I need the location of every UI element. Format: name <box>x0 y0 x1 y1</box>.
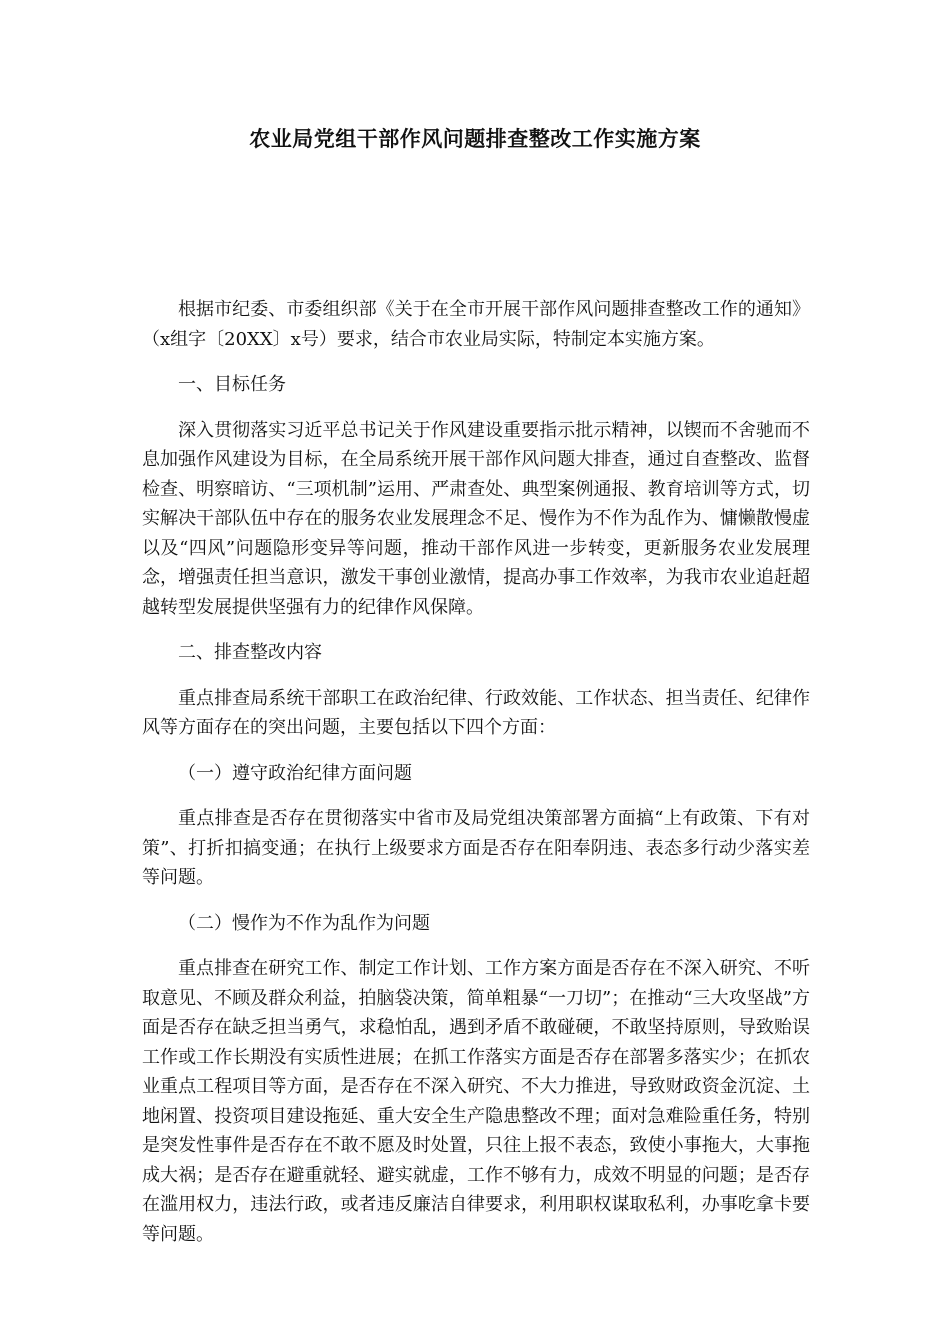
document-title: 农业局党组干部作风问题排查整改工作实施方案 <box>249 126 701 151</box>
subsection-heading-inaction: （二）慢作为不作为乱作为问题 <box>178 912 430 934</box>
subsection-heading-political-discipline: （一）遵守政治纪律方面问题 <box>178 762 412 784</box>
goals-paragraph: 深入贯彻落实习近平总书记关于作风建设重要指示批示精神，以锲而不舍驰而不息加强作风建设为目标，在全局系统开展干部作风问题大排查，通过自查整改、监督检查、明察暗访、“三项机制”运用、严肃查处、典型案例通报、教育培训等方式，切实解决干部队伍中存在的服务农业发展理念不足、慢作为不作为乱作为、慵懒散慢虚以及“四风”问题隐形变异等问题，推动干部作风进一步转变，更新服务农业发展理念，增强责任担当意识，激发干事创业激情，提高办事工作效率，为我市农业追赶超越转型发展提供坚强有力的纪律作风保障。 <box>142 419 810 618</box>
inaction-paragraph: 重点排查在研究工作、制定工作计划、工作方案方面是否存在不深入研究、不听取意见、不顾及群众利益，拍脑袋决策，简单粗暴“一刀切”；在推动“三大攻坚战”方面是否存在缺乏担当勇气，求稳怕乱，遇到矛盾不敢碰硬，不敢坚持原则，导致贻误工作或工作长期没有实质性进展；在抓工作落实方面是否存在部署多落实少；在抓农业重点工程项目等方面，是否存在不深入研究、不大力推进，导致财政资金沉淀、土地闲置、投资项目建设拖延、重大安全生产隐患整改不理；面对急难险重任务，特别是突发性事件是否存在不敢不愿及时处置，只往上报不表态，致使小事拖大，大事拖成大祸；是否存在避重就轻、避实就虚，工作不够有力，成效不明显的问题；是否存在滥用权力，违法行政，或者违反廉洁自律要求，利用职权谋取私利，办事吃拿卡要等问题。 <box>142 958 810 1245</box>
document-body <box>142 295 810 1265</box>
political-discipline-paragraph: 重点排查是否存在贯彻落实中省市及局党组决策部署方面搞“上有政策、下有对策”、打折扣搞变通；在执行上级要求方面是否存在阳奉阴违、表态多行动少落实差等问题。 <box>142 808 810 888</box>
section-heading-content: 二、排查整改内容 <box>178 642 322 663</box>
content-paragraph: 重点排查局系统干部职工在政治纪律、行政效能、工作状态、担当责任、纪律作风等方面存在的突出问题，主要包括以下四个方面： <box>142 687 810 738</box>
intro-paragraph: 根据市纪委、市委组织部《关于在全市开展干部作风问题排查整改工作的通知》（x组字〔20XX〕x号）要求，结合市农业局实际，特制定本实施方案。 <box>142 299 810 350</box>
section-heading-goals: 一、目标任务 <box>178 374 286 395</box>
